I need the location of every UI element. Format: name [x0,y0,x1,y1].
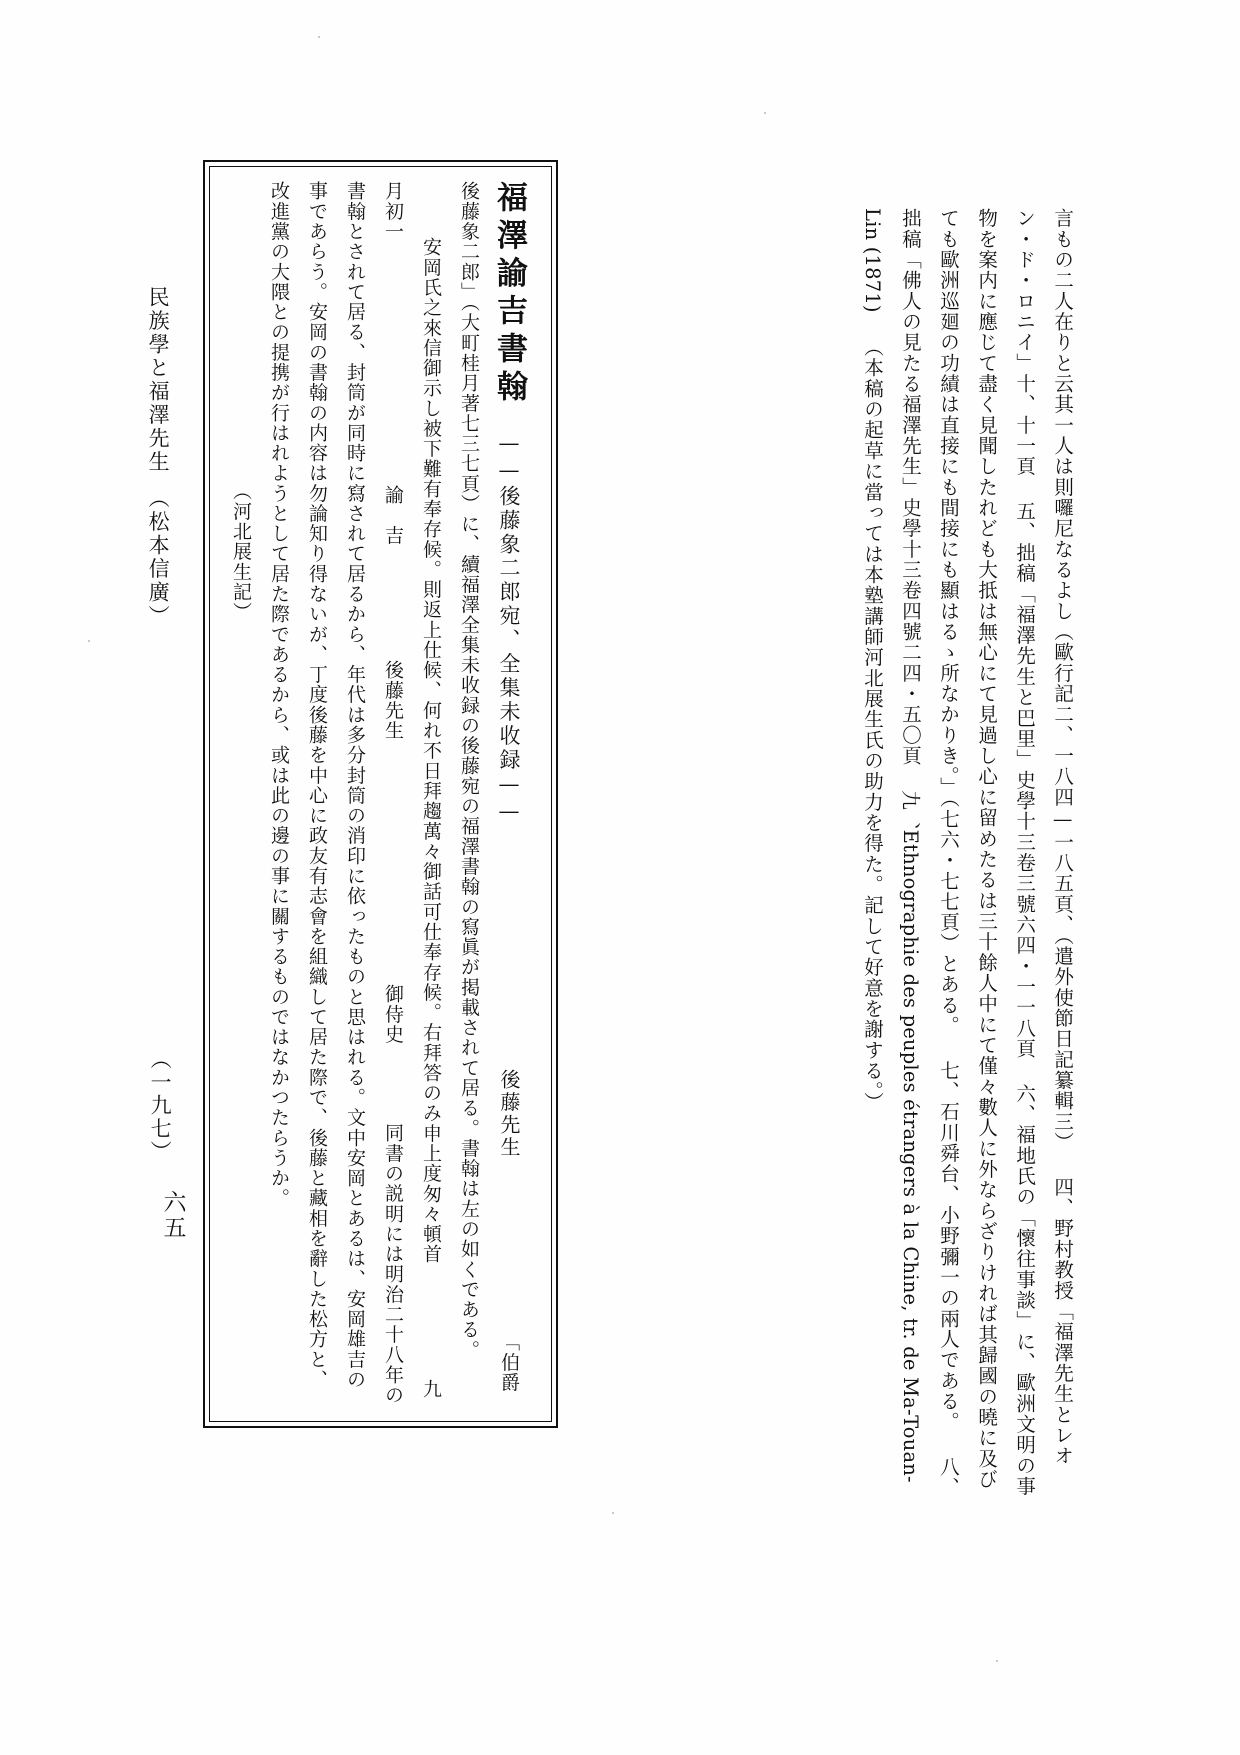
folio-series-number-text: （一九七） [148,1048,173,1164]
paper-speck [612,1512,614,1514]
page-number [152,1190,192,1241]
article-body [222,181,539,1407]
paper-speck [318,36,320,38]
endnotes-vertical-text [853,208,1081,1498]
article-byline: 後藤先生 [497,1069,521,1159]
note-line: 七、石川舜台、小野彌一の兩人である。 [937,1060,961,1433]
article-addressee-honorific: 御侍史 [382,983,404,1045]
article-date: 九月初一 [382,181,442,1400]
article-title: 福澤諭吉書翰 [491,181,527,408]
paper-speck [764,112,766,114]
article-paragraph: 同書の説明には明治二十八年の書翰とされて居る、封筒が同時に寫されて居るから、年代は多分封筒の消印に依ったものと思はれる。文中安岡とあるは、安岡雄吉の事であらう。安岡の書翰の内容は勿論知り得ないが、丁度後藤を中心に政友有志會を組織して居た際で、後藤と藏相を辭した松方と、改進黨の大隈との提携が行はれようとして居た際であるから、或は此の邊の事に關するものではなかつたらうか。 [268,181,404,1406]
paper-speck [996,1660,998,1662]
article-paragraph: 「伯爵後藤象二郎」（大町桂月著七三七頁）に、續福澤全集未收録の後藤宛の福澤書翰の寫眞が掲載されて居る。書翰は左の如くである。 [458,181,520,1393]
note-line-latin: 九、Ethnographie des peuples étrangers à la Chine, tr. de Ma-Touan-Lin (1871) [861,208,923,1483]
endnotes-section [853,208,1188,1498]
article-signature: 諭 吉 [382,484,404,545]
page-number-text: 六五 [159,1190,186,1241]
note-line: 八、拙稿「佛人の見たる福澤先生」史學十三卷四號二四・五〇頁 [899,208,961,1498]
note-line: 四、野村教授「福澤先生とレオン・ド・ロニイ」十、十一頁 [1013,208,1075,1467]
paper-speck [88,640,90,642]
article-frame-inner [209,166,552,1422]
note-line: 言もの二人在りと云其一人は則囉尼なるよし（歐行記二、一八四—一八五頁、（遣外使節日記纂輯三） [1051,208,1075,1153]
article-vertical-text [222,181,530,1407]
article-frame [203,160,558,1428]
note-line: 六、福地氏の「懷往事談」に、歐洲文明の事物を案内に應じて盡く見聞したれども大抵は無心にて見過し心に留めたるは三十餘人中にて僅々數人に外ならざりければ其歸國の曉に及びても歐洲巡廻の功績は直接にも間接にも顯はるゝ所なかりき。」（七六・七七頁）とある。 [937,208,1037,1497]
article-subtitle: ——後藤象二郎宛、全集未收録—— [497,431,521,827]
article-addressee: 後藤先生 [382,660,404,741]
folio-series-number [142,1048,178,1164]
running-head-text: 民族學と福澤先生 （松本信廣） [146,286,171,629]
note-line: 五、拙稿「福澤先生と巴里」史學十三卷三號六四・一一八頁 [1013,500,1037,1059]
article-paragraph: 安岡氏之來信御示し被下難有奉存候。則返上仕候、何れ不日拜趨萬々御話可仕奉存候。右拜答のみ申上度匆々頓首 [420,237,442,1265]
running-head [140,286,176,706]
article-attribution: （河北展生記） [230,481,252,622]
note-line: （本稿の起草に當っては本塾講師河北展生氏の助力を得た。記して好意を謝する。） [861,336,885,1113]
